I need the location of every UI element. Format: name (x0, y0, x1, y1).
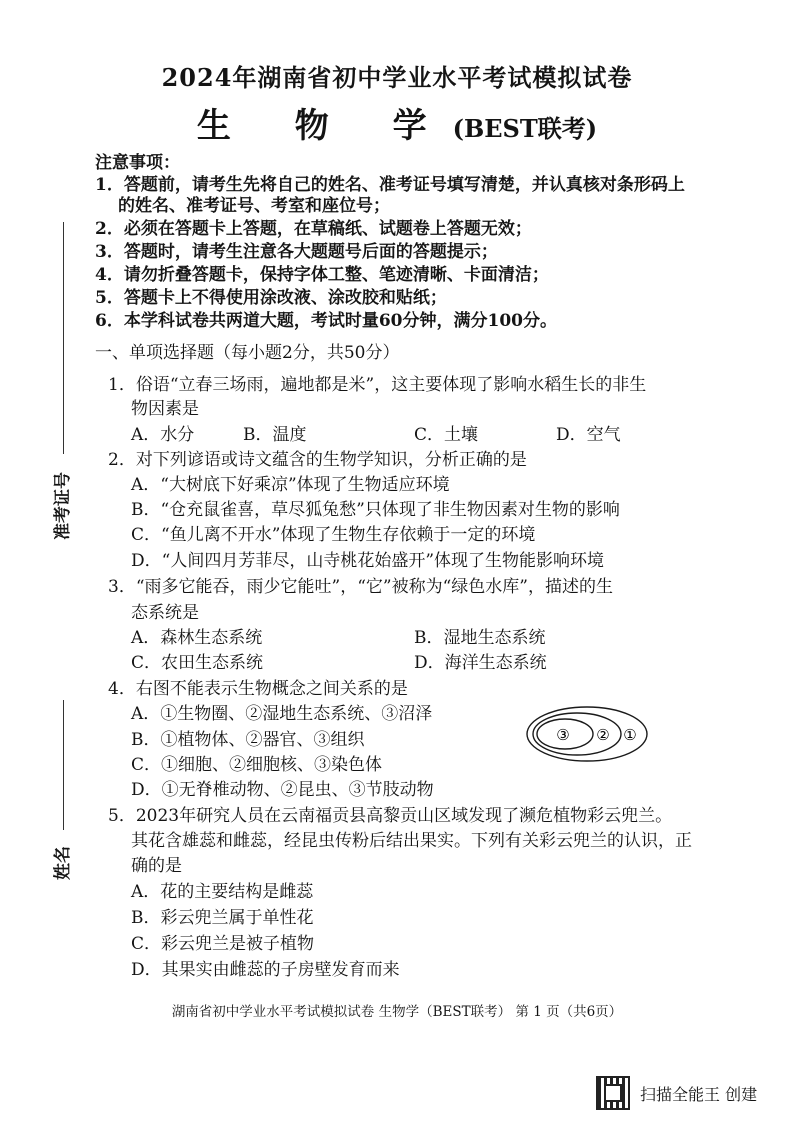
label-2: ② (596, 726, 610, 744)
note-item: 3．答题时，请考生注意各大题题号后面的答题提示； (95, 242, 498, 262)
nested-ellipse-diagram (525, 705, 650, 765)
question-3-stem-cont: 态系统是 (131, 603, 199, 623)
page-footer: 湖南省初中学业水平考试模拟试卷 生物学（BEST联考） 第 1 页（共6页） (171, 1004, 623, 1020)
subject-title (0, 98, 794, 147)
subject-name: 生 物 学 (196, 106, 453, 146)
name-line (63, 700, 64, 830)
question-3-option-b: B．湿地生态系统 (414, 628, 546, 648)
question-1-option-a: A．水分 (131, 425, 195, 445)
exam-number-label: 准考证号 (53, 472, 73, 540)
question-4-option-a: A．①生物圈、②湿地生态系统、③沼泽 (131, 704, 433, 724)
question-1-option-c: C．土壤 (414, 425, 479, 445)
name-label: 姓名 (53, 846, 73, 880)
question-3-option-d: D．海洋生态系统 (414, 653, 547, 673)
question-1-option-d: D．空气 (556, 425, 621, 445)
question-2-option-d: D．“人间四月芳菲尽，山寺桃花始盛开”体现了生物能影响环境 (131, 551, 605, 571)
question-2-option-a: A．“大树底下好乘凉”体现了生物适应环境 (131, 475, 450, 495)
question-3-option-a: A．森林生态系统 (131, 628, 263, 648)
notes-heading: 注意事项： (95, 153, 180, 173)
exam-number-line (63, 222, 64, 454)
question-5-stem-cont: 其花含雄蕊和雌蕊，经昆虫传粉后结出果实。下列有关彩云兜兰的认识，正 (131, 831, 692, 851)
question-4-stem: 4．右图不能表示生物概念之间关系的是 (108, 679, 408, 699)
question-5-option-c: C．彩云兜兰是被子植物 (131, 934, 315, 954)
section-heading: 一、单项选择题（每小题2分，共50分） (95, 343, 400, 363)
note-item: 5．答题卡上不得使用涂改液、涂改胶和贴纸； (95, 288, 447, 308)
question-1-stem-cont: 物因素是 (131, 399, 199, 419)
note-item: 6．本学科试卷共两道大题，考试时量60分钟，满分100分。 (95, 311, 557, 331)
question-5-option-a: A．花的主要结构是雌蕊 (131, 882, 314, 902)
question-1-option-b: B．温度 (243, 425, 307, 445)
note-item: 1．答题前，请考生先将自己的姓名、准考证号填写清楚，并认真核对条形码上 (95, 175, 685, 195)
scanner-watermark: 扫描全能王 创建 (640, 1085, 758, 1104)
note-item: 的姓名、准考证号、考室和座位号； (118, 196, 390, 216)
question-5-option-d: D．其果实由雌蕊的子房壁发育而来 (131, 960, 400, 980)
note-item: 2．必须在答题卡上答题，在草稿纸、试题卷上答题无效； (95, 219, 532, 239)
question-4-option-c: C．①细胞、②细胞核、③染色体 (131, 755, 383, 775)
question-2-option-c: C．“鱼儿离不开水”体现了生物生存依赖于一定的环境 (131, 525, 536, 545)
question-4-option-b: B．①植物体、②器官、③组织 (131, 730, 365, 750)
question-4-option-d: D．①无脊椎动物、②昆虫、③节肢动物 (131, 780, 434, 800)
label-3: ③ (556, 726, 570, 744)
question-2-stem: 2．对下列谚语或诗文蕴含的生物学知识，分析正确的是 (108, 450, 527, 470)
question-1-stem: 1．俗语“立春三场雨，遍地都是米”，这主要体现了影响水稻生长的非生 (108, 375, 647, 395)
question-5-stem-cont: 确的是 (131, 856, 182, 876)
question-3-option-c: C．农田生态系统 (131, 653, 264, 673)
subject-tag: (BEST联考) (452, 114, 598, 143)
question-3-stem: 3．“雨多它能吞，雨少它能吐”，“它”被称为“绿色水库”，描述的生 (108, 577, 613, 597)
question-5-option-b: B．彩云兜兰属于单性花 (131, 908, 314, 928)
exam-title: 2024年湖南省初中学业水平考试模拟试卷 (161, 63, 633, 92)
note-item: 4．请勿折叠答题卡，保持字体工整、笔迹清晰、卡面清洁； (95, 265, 549, 285)
label-1: ① (623, 726, 637, 744)
question-2-option-b: B．“仓充鼠雀喜，草尽狐兔愁”只体现了非生物因素对生物的影响 (131, 500, 620, 520)
question-5-stem: 5．2023年研究人员在云南福贡县高黎贡山区域发现了濒危植物彩云兜兰。 (108, 806, 673, 826)
qr-code-icon (596, 1076, 630, 1110)
